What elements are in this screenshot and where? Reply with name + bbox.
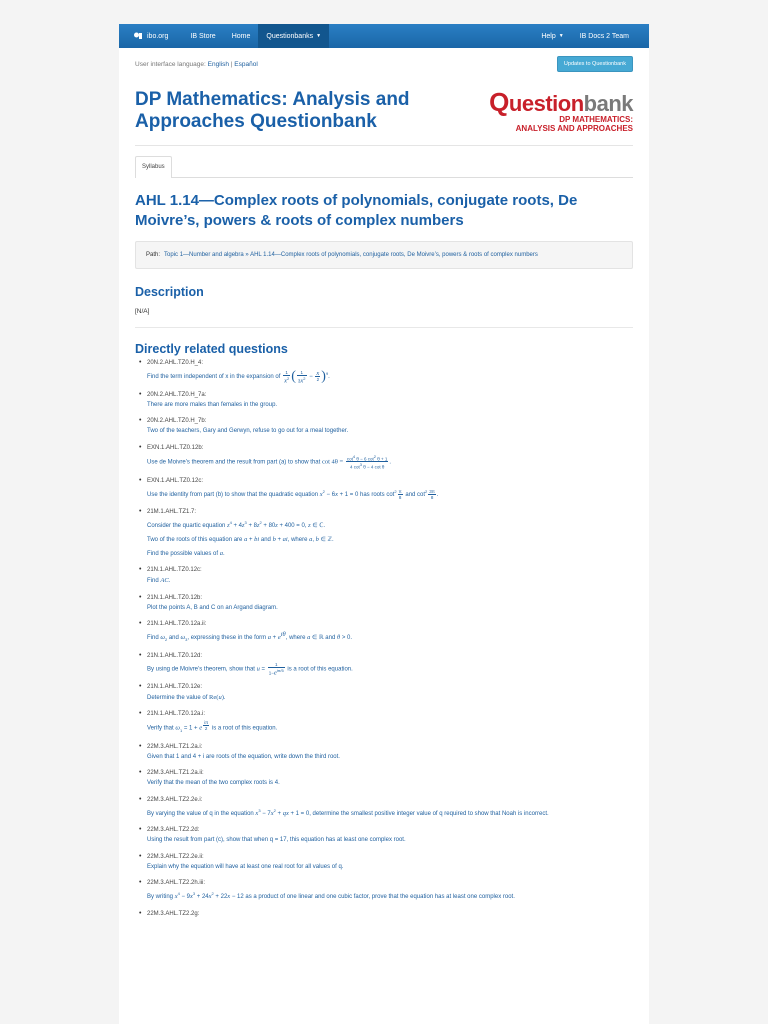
tab-syllabus[interactable]: Syllabus bbox=[135, 156, 172, 178]
question-text[interactable]: Find AC. bbox=[147, 577, 171, 585]
tab-bar bbox=[135, 156, 633, 178]
question-text[interactable]: Given that 1 and 4 + i are roots of the equation, write down the third root. bbox=[147, 753, 340, 760]
list-item[interactable] bbox=[139, 418, 633, 436]
nav-questionbanks-label: Questionbanks bbox=[266, 32, 314, 40]
nav-ib-docs-team[interactable]: IB Docs 2 Team bbox=[579, 32, 629, 40]
question-code: • 20N.2.AHL.TZ0.H_4: bbox=[147, 360, 204, 366]
question-code: • 21N.1.AHL.TZ0.12a.i: bbox=[147, 711, 206, 718]
language-spanish-link[interactable]: Español bbox=[234, 60, 258, 68]
question-code: • 21N.1.AHL.TZ0.12b: bbox=[147, 594, 203, 601]
question-text[interactable]: Use the identity from part (b) to show that the quadratic equation $x^2 - 6x + 1 = 0$ has roots $\cot^2$ $\frac{\pi}{8}$ and $\cot^2$ $\frac{3\pi}{8}$ . bbox=[147, 489, 439, 501]
breadcrumb-link[interactable]: Topic 1—Number and algebra » AHL 1.14—Complex roots of polynomials, conjugate roots, De Moivre’s, powers & roots of complex numbers bbox=[164, 252, 538, 258]
question-text[interactable]: Find the term independent of x in the expansion of $\frac{1}{x^2}$ ( $\frac{1}{3x^2}$ − $\frac{x}{2}$ )$^9$. bbox=[147, 368, 330, 385]
list-item[interactable] bbox=[139, 653, 633, 676]
page-title: AHL 1.14—Complex roots of polynomials, conjugate roots, De Moivre’s, powers & roots of complex numbers bbox=[135, 192, 578, 229]
ibo-brand-link[interactable] bbox=[133, 31, 168, 41]
list-item[interactable] bbox=[139, 595, 633, 613]
question-text[interactable]: Explain why the equation will have at least one real root for all values of q. bbox=[147, 863, 344, 870]
question-code: • EXN.1.AHL.TZ0.12b: bbox=[147, 444, 204, 451]
list-item[interactable] bbox=[139, 445, 633, 470]
list-item[interactable] bbox=[139, 797, 633, 819]
list-item[interactable] bbox=[139, 478, 633, 500]
question-code: • 20N.2.AHL.TZ0.H_7a: bbox=[147, 391, 207, 398]
description-heading: Description bbox=[135, 285, 204, 299]
site-title: DP Mathematics: Analysis and Approaches Questionbank bbox=[135, 89, 410, 132]
list-item[interactable] bbox=[139, 827, 633, 845]
question-code: • 22M.3.AHL.TZ2.2d: bbox=[147, 827, 200, 834]
divider bbox=[135, 145, 633, 146]
caret-down-icon: ▼ bbox=[558, 33, 564, 39]
page-container bbox=[119, 24, 649, 1024]
question-code: • 22M.3.AHL.TZ2.2h.iii: bbox=[147, 880, 206, 887]
list-item[interactable] bbox=[139, 621, 633, 644]
question-code: • 22M.3.AHL.TZ2.2g: bbox=[147, 910, 200, 917]
question-list bbox=[135, 360, 633, 917]
question-text[interactable]: Verify that the mean of the two complex roots is 4. bbox=[147, 780, 280, 787]
breadcrumb bbox=[135, 241, 633, 269]
breadcrumb-label: Path: bbox=[146, 252, 161, 258]
question-text[interactable]: By varying the value of q in the equation $x^3 - 7x^2$ + qx + 1 = 0, determine the smallest positive integer value of q required to show that Noah is incorrect. bbox=[147, 807, 549, 817]
list-item[interactable] bbox=[139, 880, 633, 902]
list-item[interactable] bbox=[139, 684, 633, 703]
nav-home[interactable]: Home bbox=[231, 32, 251, 40]
question-text[interactable]: Consider the quartic equation $z^4 + 4z^3 + 8z^2 + 80z + 400 = 0$, z ∈ ℂ. bbox=[147, 519, 326, 529]
top-navbar bbox=[119, 24, 649, 48]
language-separator: | bbox=[230, 60, 233, 68]
question-code: • EXN.1.AHL.TZ0.12c: bbox=[147, 478, 204, 485]
question-code: • 21M.1.AHL.TZ1.7: bbox=[147, 508, 197, 515]
related-questions-heading: Directly related questions bbox=[135, 342, 288, 356]
list-item[interactable] bbox=[139, 770, 633, 788]
divider bbox=[135, 327, 633, 328]
question-text[interactable]: Use de Moivre’s theorem and the result from part (a) to show that cot 4θ = $\frac{\cot^4 \theta - 6 \cot^2 \theta + 1}{4 \cot^3 \theta - 4 \cot \theta}$ . bbox=[147, 453, 392, 470]
list-item[interactable] bbox=[139, 911, 633, 917]
question-code: • 22M.3.AHL.TZ1.2a.i: bbox=[147, 743, 203, 750]
language-selector bbox=[135, 61, 258, 68]
nav-questionbanks-dropdown[interactable] bbox=[258, 24, 329, 48]
nav-help-label: Help bbox=[541, 32, 556, 40]
language-label: User interface language: bbox=[135, 60, 206, 68]
nav-ib-store[interactable]: IB Store bbox=[190, 32, 216, 40]
list-item[interactable] bbox=[139, 392, 633, 410]
question-code: • 22M.3.AHL.TZ1.2a.ii: bbox=[147, 770, 204, 777]
question-text[interactable]: Find $\omega_2$ and $\omega_3$, expressing these in the form $a + e^{i\theta}$, where a ∈ ℝ and θ > 0. bbox=[147, 631, 353, 643]
list-item[interactable] bbox=[139, 360, 633, 383]
question-code: • 21N.1.AHL.TZ0.12a.ii: bbox=[147, 621, 207, 628]
question-code: • 20N.2.AHL.TZ0.H_7b: bbox=[147, 418, 207, 425]
question-text[interactable]: Determine the value of Re(u). bbox=[147, 693, 226, 701]
nav-help-dropdown[interactable] bbox=[533, 24, 571, 48]
brand-label: ibo.org bbox=[147, 32, 169, 40]
updates-to-questionbank-button[interactable]: Updates to Questionbank bbox=[557, 56, 633, 72]
list-item[interactable] bbox=[139, 567, 633, 586]
question-code: • 21N.1.AHL.TZ0.12c: bbox=[147, 567, 202, 574]
list-item[interactable] bbox=[139, 711, 633, 735]
question-text[interactable]: There are more males than females in the group. bbox=[147, 401, 278, 408]
question-text[interactable]: Plot the points A, B and C on an Argand diagram. bbox=[147, 604, 278, 611]
list-item[interactable] bbox=[139, 744, 633, 762]
caret-down-icon: ▼ bbox=[316, 33, 322, 39]
language-english-link[interactable]: English bbox=[207, 60, 229, 68]
list-item[interactable] bbox=[139, 854, 633, 872]
questionbank-logo: Questionbank DP MATHEMATICS: ANALYSIS AND APPROACHES bbox=[489, 87, 633, 133]
question-text[interactable]: Two of the teachers, Gary and Gerwyn, refuse to go out for a meal together. bbox=[147, 428, 349, 435]
question-text[interactable]: Verify that $\omega_1 = 1 + e$ $^{\frac{i\pi}{2}}$ is a root of this equation. bbox=[147, 720, 278, 734]
question-code: • 21N.1.AHL.TZ0.12e: bbox=[147, 683, 203, 690]
description-text: [N/A] bbox=[135, 308, 150, 315]
question-text[interactable]: By using de Moivre’s theorem, show that u = $\frac{1}{1-e^{i\pi/5}}$ is a root of this equation. bbox=[147, 661, 353, 677]
question-text[interactable]: By writing $x^4 - 9x^3 + 24x^2 + 22x - 12$ as a product of one linear and one cubic factor, prove that the equation has at least one complex root. bbox=[147, 891, 515, 901]
ib-logo-icon bbox=[133, 31, 143, 41]
question-code: • 21N.1.AHL.TZ0.12d: bbox=[147, 652, 203, 659]
question-text[interactable]: Using the result from part (c), show that when q = 17, this equation has at least one complex root. bbox=[147, 837, 406, 844]
question-code: • 22M.3.AHL.TZ2.2e.i: bbox=[147, 796, 203, 803]
list-item[interactable]: • 21M.1.AHL.TZ1.7: Consider the quartic equation $z^4 + 4z^3 + 8z^2 + 80z + 400 = 0$, z ∈ ℂ. Two of the roots of this equation are a + bi and b + ai, where a, b ∈ ℤ. Find the possible values of a. bbox=[139, 509, 633, 559]
question-code: • 22M.3.AHL.TZ2.2e.ii: bbox=[147, 853, 204, 860]
